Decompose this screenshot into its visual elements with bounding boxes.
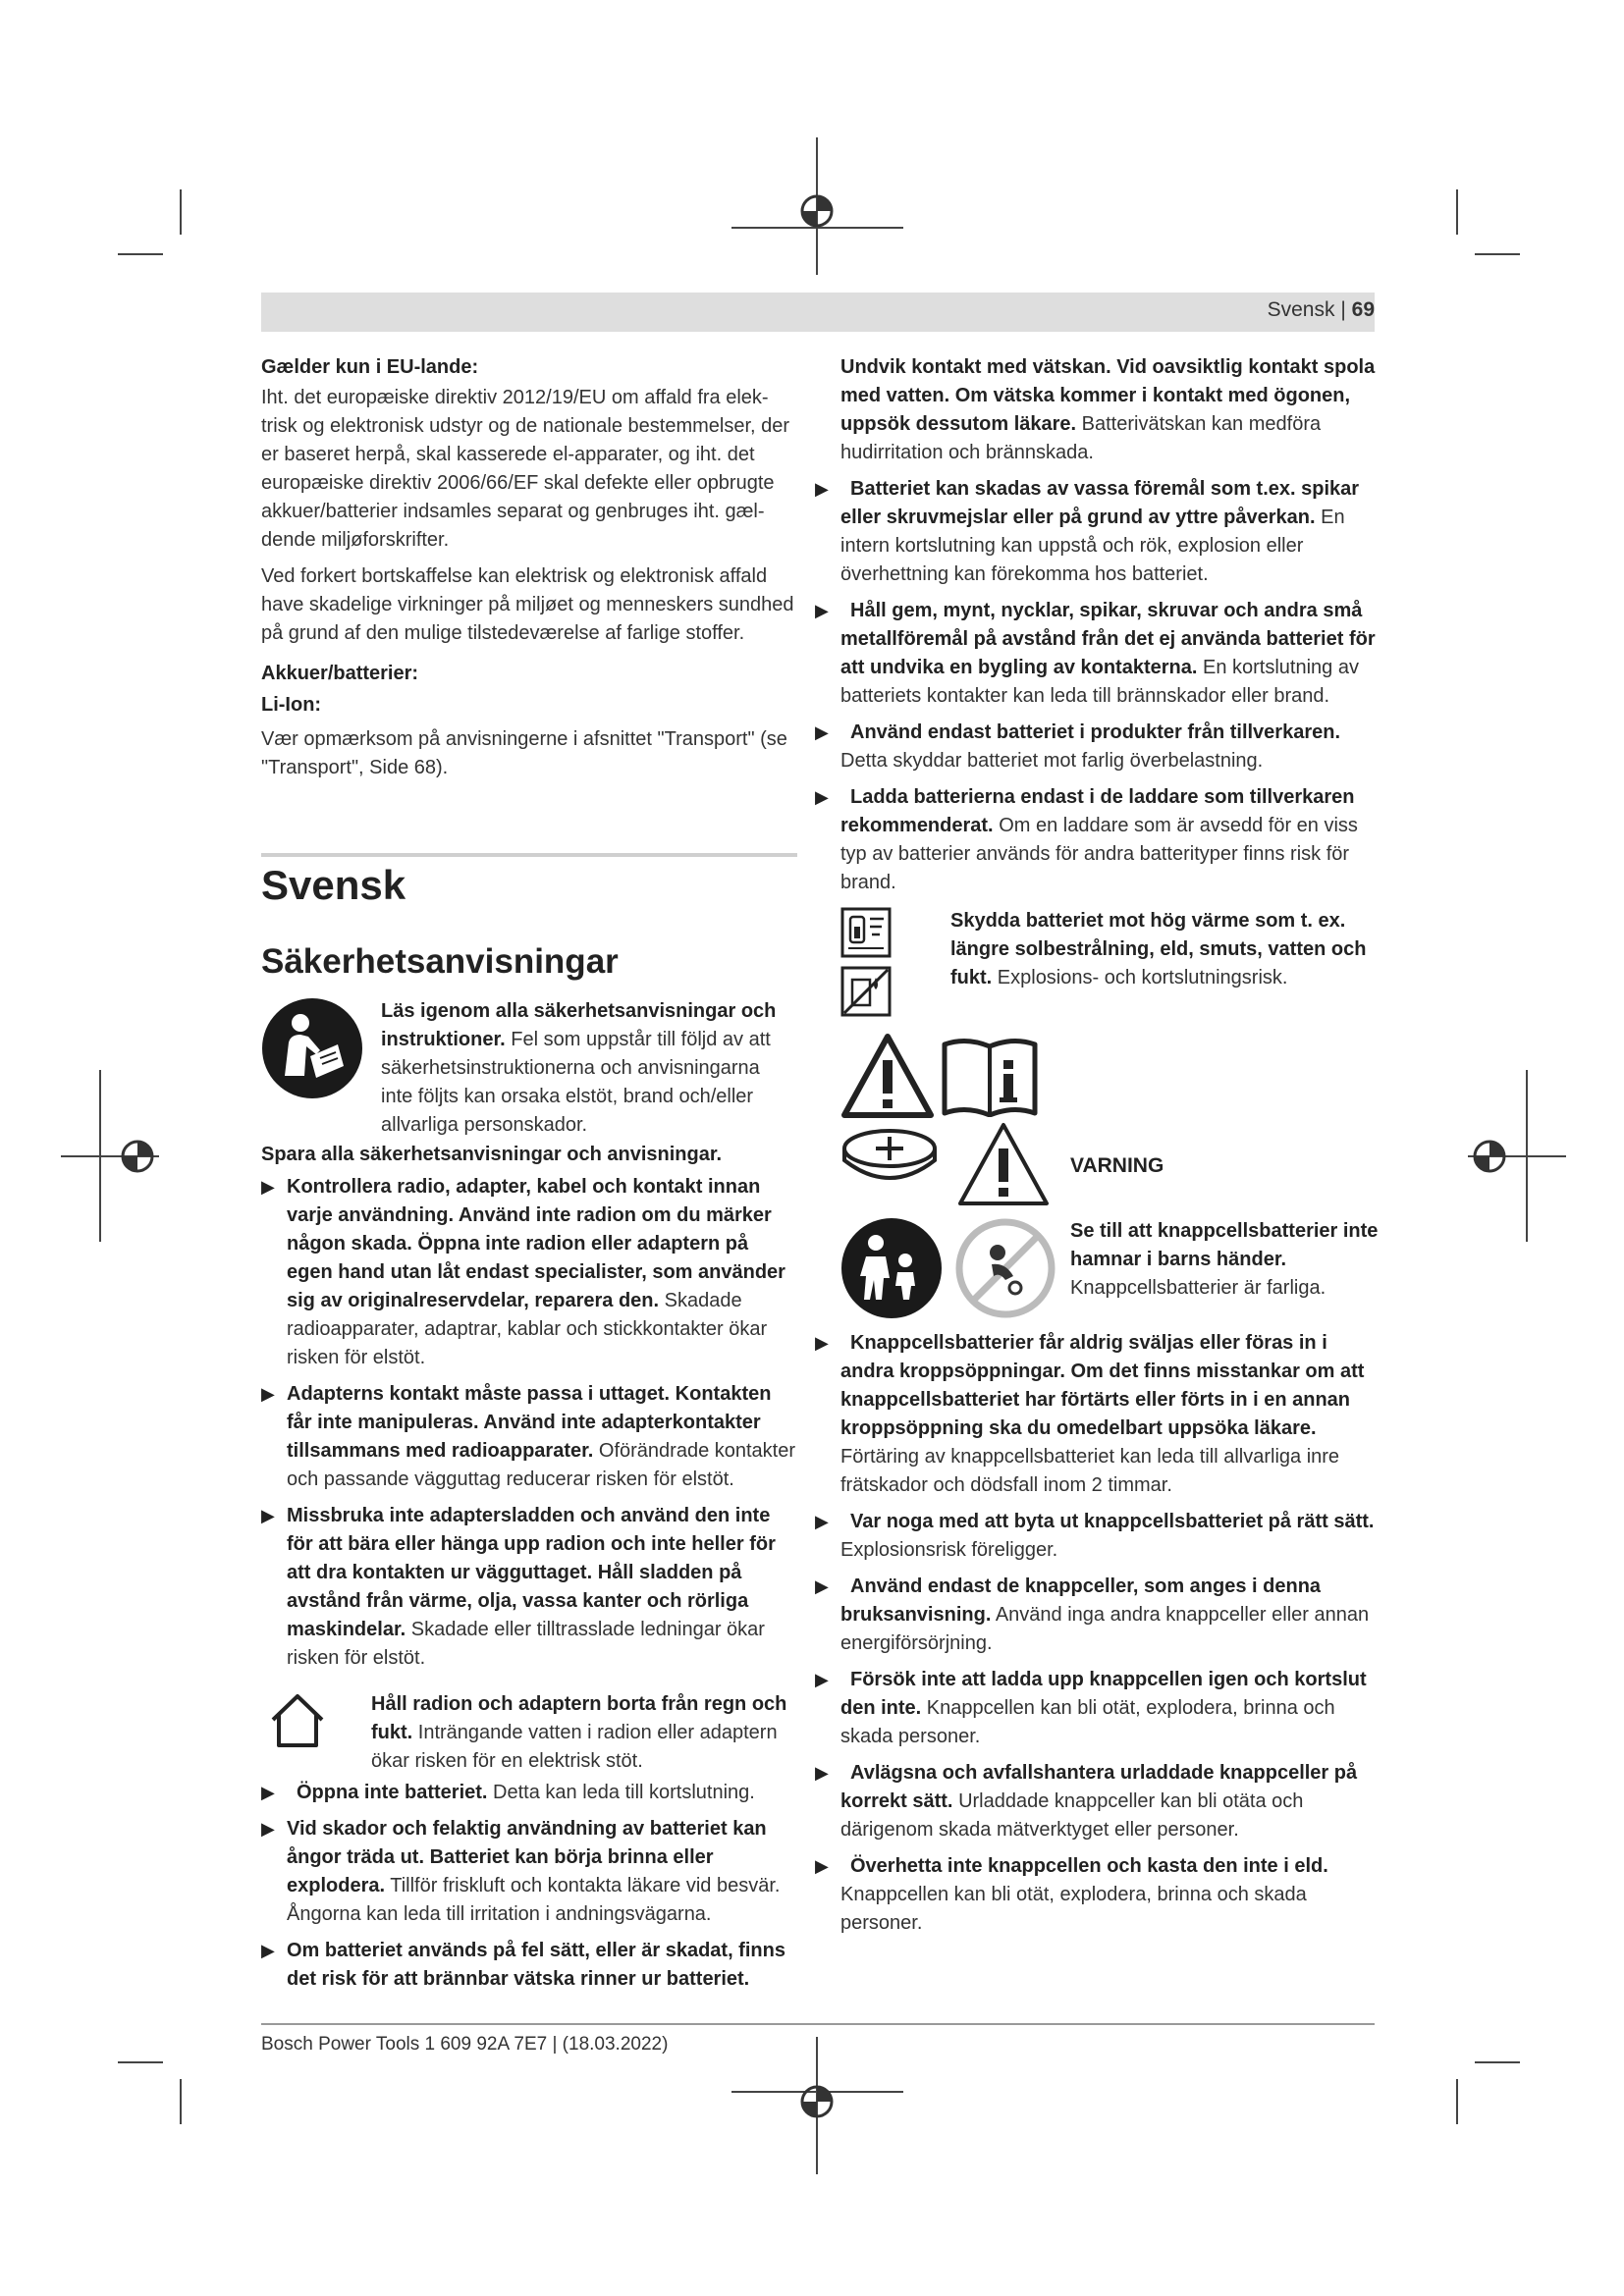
bullet-bold: Använd endast de knappceller, som anges i denna bruksanvisning.: [840, 1575, 1322, 1626]
indoor-only-icon: [267, 1690, 328, 1751]
bullet-arrow-icon: ▶: [815, 1856, 829, 1876]
bullet-text: Urladdade knappceller kan bli otäta och därigenom skada mätverktyget eller personer.: [840, 1790, 1304, 1841]
list-item: [815, 783, 1379, 897]
heat-bold: Skydda batteriet mot hög värme som t. ex. längre solbestrålning, eld, smuts, vatten och fukt.: [950, 910, 1367, 988]
bullet-text: Använd inga andra knappceller eller annan energiförsörjning.: [840, 1604, 1370, 1654]
list-item: [815, 475, 1379, 589]
read-manual-icon: [261, 997, 363, 1099]
children-bold: Se till att knappcellsbatterier inte hamnar i barns händer.: [1070, 1220, 1379, 1270]
list-item: [815, 1852, 1379, 1938]
section-divider: [261, 853, 797, 857]
crop-mark: [1475, 2061, 1520, 2063]
bullet-text: En intern kortslutning kan uppstå och rök, explosion eller överhettning kan förekomma hos batteriet.: [840, 507, 1345, 585]
bullet-arrow-icon: ▶: [815, 1576, 829, 1596]
crop-mark: [180, 189, 182, 235]
bullet-bold: Missbruka inte adaptersladden och använd den inte för att bära eller hänga upp radion och inte heller för att dra kontakten ur vägguttaget. Håll sladden på avstånd från värme, olja, vassa kanter och rörliga maskindelar.: [287, 1505, 776, 1640]
no-water-icon: [840, 966, 892, 1017]
list-item: [261, 1380, 797, 1494]
page-footer: Bosch Power Tools 1 609 92A 7E7 | (18.03.2022): [261, 2034, 669, 2055]
page-header: [1268, 298, 1375, 322]
bullet-bold: Håll gem, mynt, nycklar, spikar, skruvar och andra små metallföremål på avstånd från det ej använda batteriet för att undvika en bygling av kontakterna.: [840, 600, 1376, 678]
read-text: Fel som uppstår till följd av att säkerhetsinstruktionerna och anvisningarna inte följts kan orsaka elstöt, brand och/eller allvarliga personskador.: [381, 1029, 771, 1136]
bullet-arrow-icon: ▶: [815, 1333, 829, 1353]
header-bar: [261, 293, 1375, 332]
bullet-arrow-icon: ▶: [815, 722, 829, 742]
children-warning: [1070, 1217, 1379, 1303]
rain-warning: [371, 1690, 793, 1776]
liquid-text: Batterivätskan kan medföra hudirritation och brännskada.: [840, 413, 1322, 463]
bullet-arrow-icon: ▶: [815, 1512, 829, 1531]
bullet-bold: Batteriet kan skadas av vassa föremål som t.ex. spikar eller skruvmejslar eller på grund av yttre påverkan.: [840, 478, 1360, 528]
crop-mark: [1456, 189, 1458, 235]
bullet-arrow-icon: ▶: [261, 1506, 275, 1525]
akkuer-title: Akkuer/batterier:: [261, 663, 419, 684]
bullet-text: Oförändrade kontakter och passande vägguttag reducerar risken för elstöt.: [287, 1440, 796, 1490]
bullet-arrow-icon: ▶: [261, 1819, 275, 1839]
bullet-bold: Överhetta inte knappcellen och kasta den inte i eld.: [850, 1855, 1328, 1877]
no-swallow-icon: [954, 1217, 1056, 1319]
eu-text: Iht. det europæiske direktiv 2012/19/EU om affald fra elektrisk og elektronisk udstyr og de nationale bestemmelser, der er baseret herpå, skal kasserede el-apparater, og iht. det europæiske direktiv 2006/66/EF skal defekte eller opbrugte akkuer/batterier indsamles separat og genbruges iht. gældende miljøforskrifter.: [261, 387, 790, 551]
bullet-arrow-icon: ▶: [815, 1763, 829, 1783]
registration-mark-icon: [731, 2037, 903, 2174]
bullet-text: Knappcellen kan bli otät, explodera, brinna och skada personer.: [840, 1697, 1335, 1747]
right-column-bullets-2: [815, 1329, 1379, 1946]
bullet-arrow-icon: ▶: [815, 787, 829, 807]
eu-title: Gælder kun i EU-lande:: [261, 356, 479, 378]
rain-bold: Håll radion och adaptern borta från regn och fukt.: [371, 1693, 787, 1743]
bullet-bold: Var noga med att byta ut knappcellsbatteriet på rätt sätt.: [850, 1511, 1375, 1532]
bullet-arrow-icon: ▶: [261, 1384, 275, 1404]
info-book-icon: [941, 1037, 1039, 1117]
list-item: [261, 1815, 797, 1929]
crop-mark: [180, 2079, 182, 2124]
subsection-title: Säkerhetsanvisningar: [261, 942, 619, 981]
bullet-text: En kortslutning av batteriets kontakter kan leda till brännskador eller brand.: [840, 657, 1359, 707]
bullet-text: Skadade eller tilltrasslade ledningar ökar risken för elstöt.: [287, 1619, 765, 1669]
heat-protect-icon: [840, 907, 892, 958]
bullet-arrow-icon: ▶: [261, 1783, 275, 1802]
bullet-arrow-icon: ▶: [815, 479, 829, 499]
section-title: Svensk: [261, 862, 406, 908]
eu-text-2: Ved forkert bortskaffelse kan elektrisk og elektronisk affald have skadelige virkninger på miljøet og menneskers sundhed på grund af den mulige tilstedeværelse af farlige stoffer.: [261, 565, 794, 644]
registration-mark-icon: [61, 1070, 159, 1242]
read-instructions: [381, 997, 793, 1140]
heat-text: Explosions- och kortslutningsrisk.: [997, 967, 1288, 988]
bullet-text: Förtäring av knappcellsbatteriet kan leda till allvarliga inre frätskador och dödsfall inom 2 timmar.: [840, 1446, 1340, 1496]
crop-mark: [1456, 2079, 1458, 2124]
warning-label: VARNING: [1070, 1154, 1164, 1177]
li-ion-text: Vær opmærksom på anvisningerne i afsnittet "Transport" (se "Transport", Side 68).: [261, 728, 787, 778]
bullet-bold: Vid skador och felaktig användning av batteriet kan ångor träda ut. Batteriet kan börja brinna eller explodera.: [287, 1818, 767, 1896]
list-item: [261, 1173, 797, 1372]
header-section: Svensk: [1267, 298, 1335, 321]
coin-cell-icon: [840, 1127, 939, 1182]
bullet-arrow-icon: ▶: [261, 1941, 275, 1960]
bullet-arrow-icon: ▶: [815, 1670, 829, 1689]
left-column-bullets-2: [261, 1779, 797, 2002]
footer-divider: [261, 2023, 1375, 2025]
list-item: [815, 597, 1379, 711]
bullet-bold: Adapterns kontakt måste passa i uttaget. Kontakten får inte manipuleras. Använd inte adapterkontakter tillsammans med radioapparater.: [287, 1383, 772, 1462]
page-number: 69: [1351, 298, 1375, 321]
keep-away-children-icon: [840, 1217, 943, 1319]
bullet-text: Tillför friskluft och kontakta läkare vid besvär. Ångorna kan leda till irritation i andningsvägarna.: [287, 1875, 781, 1925]
bullet-text: Detta kan leda till kortslutning.: [493, 1782, 755, 1803]
bullet-bold: Ladda batterierna endast i de laddare som tillverkaren rekommenderat.: [840, 786, 1355, 836]
registration-mark-icon: [731, 137, 903, 275]
list-item: [815, 1573, 1379, 1658]
crop-mark: [118, 253, 163, 255]
left-column-bullets: [261, 1141, 797, 1681]
liquid-bold: Undvik kontakt med vätskan. Vid oavsiktlig kontakt spola med vatten. Om vätska kommer i kontakt med ögonen, uppsök dessutom läkare.: [840, 356, 1376, 435]
list-item: [815, 1508, 1379, 1565]
bullet-bold: Använd endast batteriet i produkter från tillverkaren.: [850, 721, 1341, 743]
left-column-top: [261, 353, 797, 782]
list-item: [261, 1779, 797, 1807]
bullet-text: Explosionsrisk föreligger.: [840, 1539, 1058, 1561]
crop-mark: [1475, 253, 1520, 255]
bullet-bold: Knappcellsbatterier får aldrig sväljas eller föras in i andra kroppsöppningar. Om det finns misstankar om att knappcellsbatteriet har förtärts eller förts in i en annan kroppsöppning ska du omedelbart uppsöka läkare.: [840, 1332, 1365, 1439]
list-item: [815, 1666, 1379, 1751]
heat-warning: [950, 907, 1379, 992]
crop-mark: [118, 2061, 163, 2063]
bullet-bold: Försök inte att ladda upp knappcellen igen och kortslut den inte.: [840, 1669, 1367, 1719]
li-ion-title: Li-Ion:: [261, 694, 322, 716]
save-instructions: Spara alla säkerhetsanvisningar och anvisningar.: [261, 1144, 723, 1165]
bullet-bold: Öppna inte batteriet.: [297, 1782, 488, 1803]
bullet-bold: Kontrollera radio, adapter, kabel och kontakt innan varje användning. Använd inte radion om du märker någon skada. Öppna inte radion eller adaptern på egen hand utan låt endast specialister, som använder sig av originalreservdelar, reparera den.: [287, 1176, 785, 1311]
warning-triangle-icon: [840, 1033, 935, 1119]
bullet-bold: Avlägsna och avfallshantera urladdade knappceller på korrekt sätt.: [840, 1762, 1358, 1812]
list-item: [261, 1502, 797, 1673]
bullet-text: Om en laddare som är avsedd för en viss typ av batterier används för andra batterityper finns risk för brand.: [840, 815, 1358, 893]
bullet-text: Knappcellen kan bli otät, explodera, brinna och skada personer.: [840, 1884, 1307, 1934]
list-item: [815, 1329, 1379, 1500]
rain-text: Inträngande vatten i radion eller adaptern ökar risken för en elektrisk stöt.: [371, 1722, 778, 1772]
children-text: Knappcellsbatterier är farliga.: [1070, 1277, 1326, 1299]
bullet-arrow-icon: ▶: [815, 601, 829, 620]
list-item: [261, 1937, 797, 1994]
bullet-text: Skadade radioapparater, adaptrar, kablar och stickkontakter ökar risken för elstöt.: [287, 1290, 768, 1368]
right-column-top: [815, 353, 1379, 905]
bullet-text: Detta skyddar batteriet mot farlig överbelastning.: [840, 750, 1264, 772]
read-bold: Läs igenom alla säkerhetsanvisningar och instruktioner.: [381, 1000, 777, 1050]
registration-mark-icon: [1468, 1070, 1566, 1242]
warning-triangle-icon: [956, 1121, 1051, 1207]
list-item: [815, 1759, 1379, 1844]
bullet-bold: Om batteriet används på fel sätt, eller är skadat, finns det risk för att brännbar vätska rinner ur batteriet.: [287, 1940, 785, 1990]
bullet-arrow-icon: ▶: [261, 1177, 275, 1197]
list-item: [815, 719, 1379, 775]
header-separator: |: [1340, 298, 1346, 321]
